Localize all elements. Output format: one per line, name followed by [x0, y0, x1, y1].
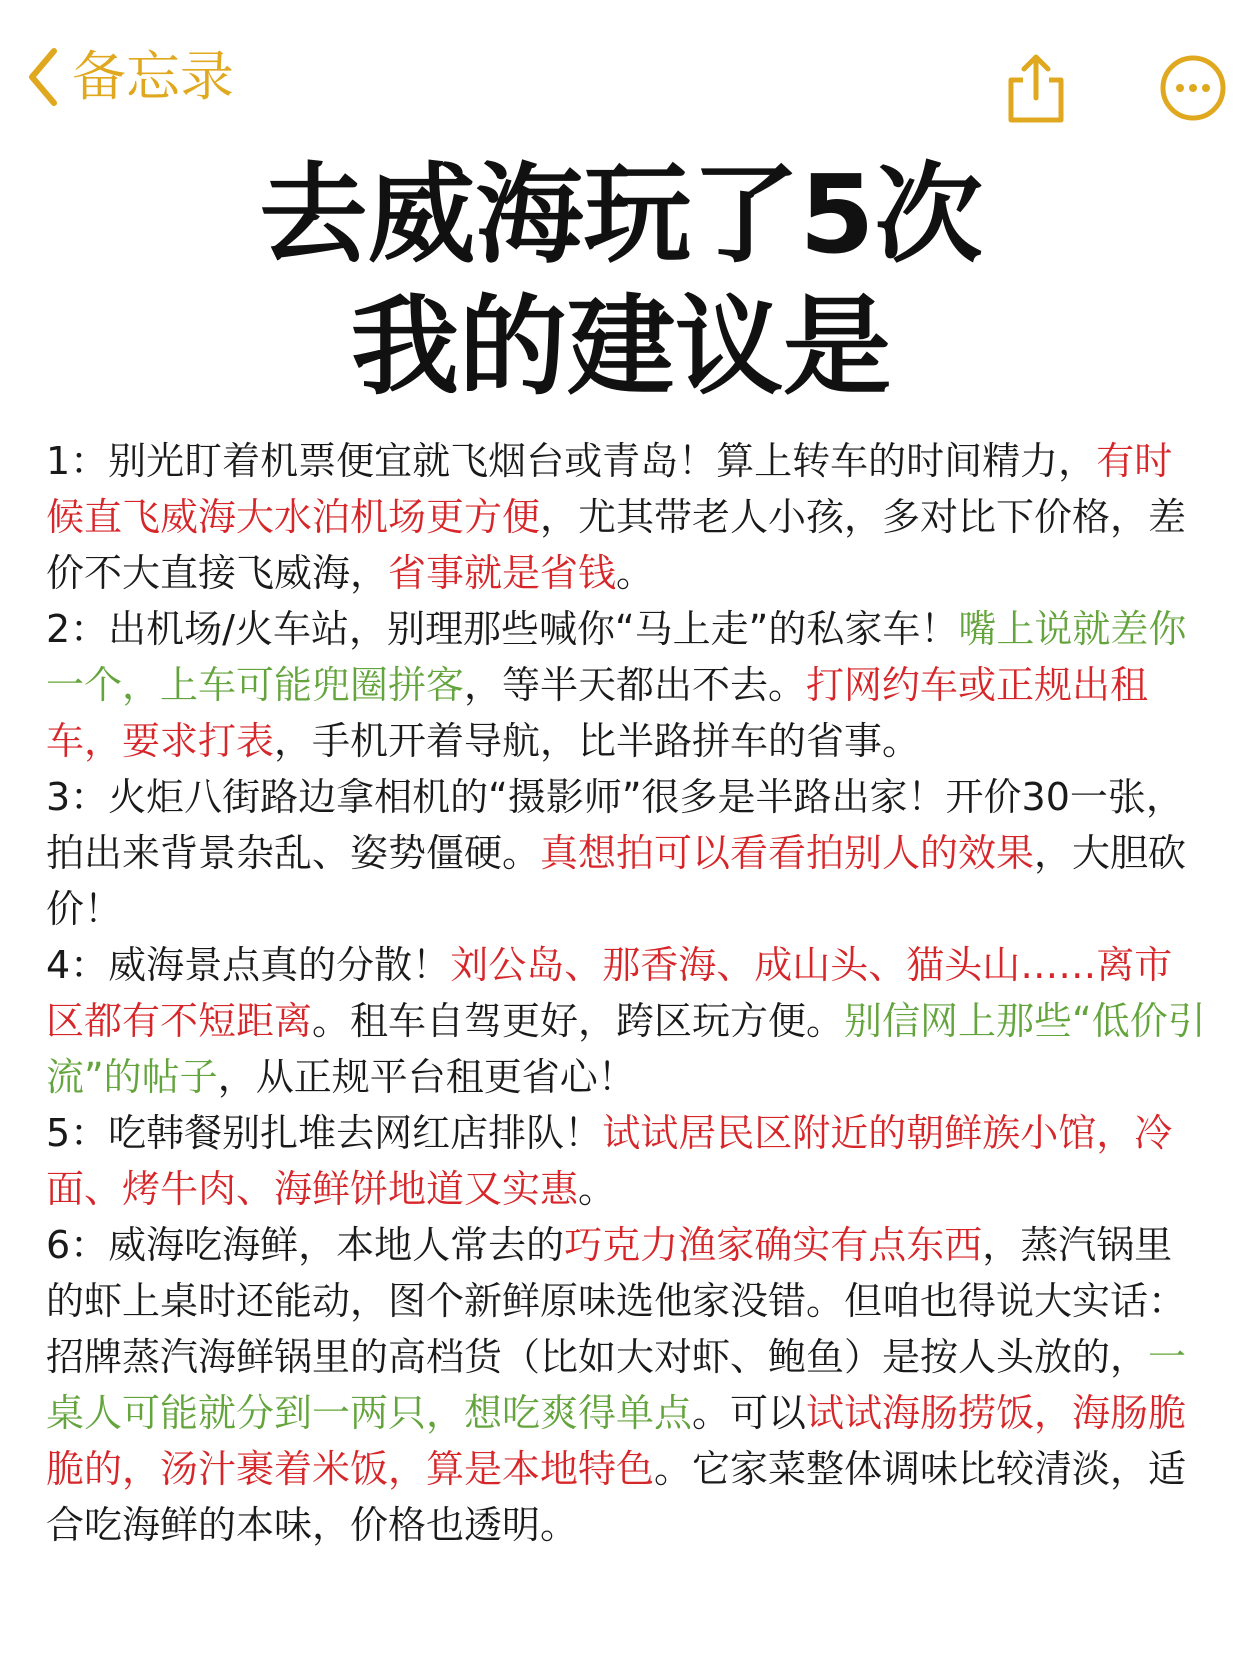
note-text: 。租车自驾更好，跨区玩方便。 — [312, 999, 845, 1043]
note-body — [46, 433, 1206, 1553]
highlight-text: 巧克力渔家确实有点东西 — [564, 1223, 983, 1267]
note-text: 1：别光盯着机票便宜就飞烟台或青岛！算上转车的时间精力， — [46, 439, 1097, 483]
note-text: 。 — [616, 551, 655, 595]
back-label: 备忘录 — [72, 45, 234, 108]
note-text: ，尤其带老人小孩，多对比下价格，差价不大直接飞威海， — [46, 495, 1187, 595]
highlight-text: 试试居民区附近的朝鲜族小馆，冷面、烤牛肉、海鲜饼地道又实惠 — [46, 1111, 1173, 1211]
chevron-left-icon — [26, 47, 60, 107]
note-paragraph — [46, 601, 1206, 769]
note-text: 4：威海景点真的分散！ — [46, 943, 451, 987]
title-line-2: 我的建议是 — [350, 285, 891, 410]
note-paragraph — [46, 433, 1206, 601]
note-text: 。 — [578, 1167, 617, 1211]
note-text: 2：出机场/火车站，别理那些喊你“马上走”的私家车！ — [46, 607, 959, 651]
note-paragraph — [46, 769, 1206, 937]
highlight-text: 嘴上说就差你一个，上车可能兜圈拼客 — [46, 607, 1187, 707]
ellipsis-circle-icon — [1159, 54, 1227, 122]
note-text: 6：威海吃海鲜，本地人常去的 — [46, 1223, 565, 1267]
title-line-1: 去威海玩了5次 — [259, 153, 983, 278]
note-text: ，蒸汽锅里的虾上桌时还能动，图个新鲜原味选他家没错。但咱也得说大实话：招牌蒸汽海鲜锅里的高档货（比如大对虾、鲍鱼）是按人头放的， — [46, 1223, 1187, 1379]
note-text: ，手机开着导航，比半路拼车的省事。 — [274, 719, 921, 763]
highlight-text: 真想拍可以看看拍别人的效果 — [540, 831, 1035, 875]
note-paragraph — [46, 1217, 1206, 1553]
back-button[interactable] — [26, 42, 234, 112]
highlight-text: 省事就是省钱 — [388, 551, 617, 595]
note-text: 3：火炬八街路边拿相机的“摄影师”很多是半路出家！开价30一张，拍出来背景杂乱、姿势僵硬。 — [46, 775, 1184, 875]
note-text: ，大胆砍价！ — [46, 831, 1187, 931]
nav-bar — [0, 0, 1242, 150]
page-title — [0, 150, 1242, 414]
highlight-text: 打网约车或正规出租车，要求打表 — [46, 663, 1149, 763]
note-text: 。它家菜整体调味比较清淡，适合吃海鲜的本味，价格也透明。 — [46, 1447, 1187, 1547]
highlight-text: 刘公岛、那香海、成山头、猫头山……离市区都有不短距离 — [46, 943, 1173, 1043]
note-text: 5：吃韩餐别扎堆去网红店排队！ — [46, 1111, 603, 1155]
highlight-text: 一桌人可能就分到一两只，想吃爽得单点 — [46, 1335, 1187, 1435]
highlight-text: 有时候直飞威海大水泊机场更方便 — [46, 439, 1173, 539]
more-button[interactable] — [1159, 54, 1227, 122]
note-text: 。可以 — [692, 1391, 807, 1435]
highlight-text: 别信网上那些“低价引流”的帖子 — [46, 999, 1206, 1099]
note-text: ，从正规平台租更省心！ — [217, 1055, 636, 1099]
note-text: ，等半天都出不去。 — [464, 663, 807, 707]
highlight-text: 试试海肠捞饭，海肠脆脆的，汤汁裹着米饭，算是本地特色 — [46, 1391, 1187, 1491]
note-paragraph — [46, 937, 1206, 1105]
share-icon — [1003, 52, 1069, 126]
note-paragraph — [46, 1105, 1206, 1217]
share-button[interactable] — [1003, 52, 1069, 126]
